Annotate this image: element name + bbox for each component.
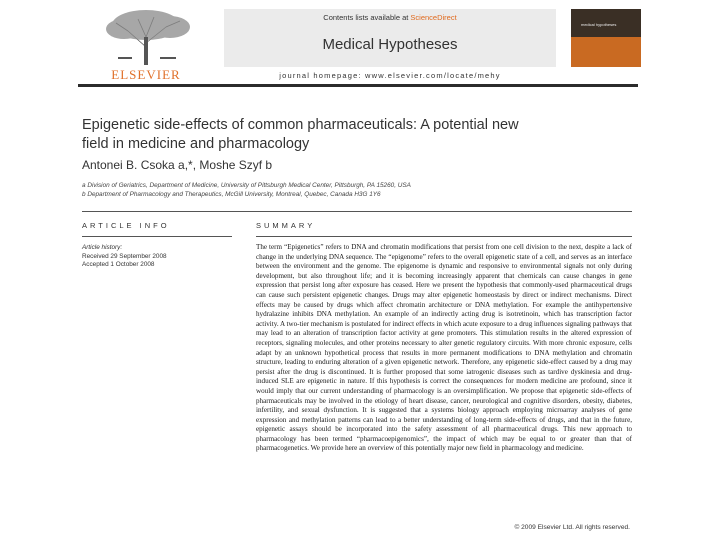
contents-available-line — [224, 13, 556, 22]
title-line-2: field in medicine and pharmacology — [82, 136, 310, 152]
article-info-label: ARTICLE INFO — [82, 221, 170, 230]
summary-text: The term “Epigenetics” refers to DNA and chromatin modifications that persist from one cell division to the next, despite a lack of change in the underlying DNA sequence. The “epigenome” refers to the overall epigenetic state of a cell, and serves as an interface between the environment and the genome. The epigenome is dynamic and responsive to environmental signals not only during development, but also throughout life; and it is becoming increasingly apparent that chemicals can cause changes in gene expression that persist long after exposure has ceased. Here we present the hypothesis that commonly-used pharmaceutical drugs can cause such persistent epigenetic changes. Drugs may alter epigenetic homeostasis by direct or indirect mechanisms. Direct effects may be caused by drugs which affect chromatin architecture or DNA methylation. For example the antihypertensive hydralazine inhibits DNA methylation. An example of an indirectly acting drug is isotretinoin, which has transcription factor activity. A two-tier mechanism is postulated for indirect effects in which acute exposure to a drug influences signaling pathways that may lead to an alteration of transcription factor activity at gene promoters. This stimulation results in the altered expression of receptors, signaling molecules, and other proteins necessary to alter genetic regulatory circuits. With more chronic exposure, cells adapt by an unknown hypothetical process that results in more permanent modifications to DNA methylation and chromatin structure, leading to enduring alteration of a given epigenetic network. Therefore, any epigenetic side-effect caused by a drug may persist after the drug is discontinued. It is further proposed that some iatrogenic diseases such as tardive dyskinesia and drug-induced SLE are epigenetic in nature. If this hypothesis is correct the consequences for modern medicine are profound, since it would imply that our current understanding of pharmacology is an oversimplification. We propose that epigenetic side-effects of pharmaceuticals may be involved in the etiology of heart disease, cancer, neurological and cognitive disorders, obesity, diabetes, infertility, and sexual dysfunction. It is suggested that a systems biology approach employing microarray analyses of gene expression and methylation patterns can lead to a better understanding of long-term side-effects of drugs, and that in the future, epigenetic assays should be incorporated into the safety assessment of all pharmaceutical drugs. This new approach to pharmacology has been termed “pharmacoepigenomics”, the impact of which may be equal to or greater than that of pharmacogenetics. We provide here an overview of this potentially major new field in pharmacology and medicine. — [256, 243, 632, 453]
accepted-date: Accepted 1 October 2008 — [82, 261, 155, 269]
journal-cover-thumbnail — [571, 9, 641, 67]
journal-header — [66, 5, 646, 81]
elsevier-tree-icon — [88, 7, 208, 67]
elsevier-wordmark: ELSEVIER — [111, 67, 181, 82]
header-divider — [78, 84, 638, 87]
elsevier-logo — [78, 5, 214, 81]
journal-homepage-link[interactable]: journal homepage: www.elsevier.com/locate/mehy — [279, 71, 501, 80]
journal-name: Medical Hypotheses — [322, 36, 458, 53]
affiliation-a: a Division of Geriatrics, Department of Medicine, University of Pittsburgh Medical Center, Pittsburgh, PA 15260, USA — [82, 182, 411, 189]
history-heading: Article history: — [82, 244, 123, 251]
author-list: Antonei B. Csoka a,*, Moshe Szyf b — [82, 158, 273, 172]
article-history — [82, 244, 222, 270]
article-info-rule — [82, 236, 232, 237]
journal-banner — [224, 9, 556, 67]
contents-prefix: Contents lists available at — [323, 13, 411, 22]
sciencedirect-link[interactable]: ScienceDirect — [410, 13, 457, 22]
copyright-notice: © 2009 Elsevier Ltd. All rights reserved. — [514, 524, 630, 531]
cover-stripe — [571, 37, 641, 67]
summary-rule — [256, 236, 632, 237]
received-date: Received 29 September 2008 — [82, 252, 167, 260]
article-title — [82, 116, 562, 154]
title-line-1: Epigenetic side-effects of common pharmaceuticals: A potential new — [82, 117, 519, 133]
affiliation-b: b Department of Pharmacology and Therapeutics, McGill University, Montreal, Quebec, Canada H3G 1Y6 — [82, 191, 381, 198]
cover-title: medical hypotheses — [581, 22, 617, 27]
affiliation-divider — [82, 211, 632, 212]
summary-label: SUMMARY — [256, 221, 316, 230]
